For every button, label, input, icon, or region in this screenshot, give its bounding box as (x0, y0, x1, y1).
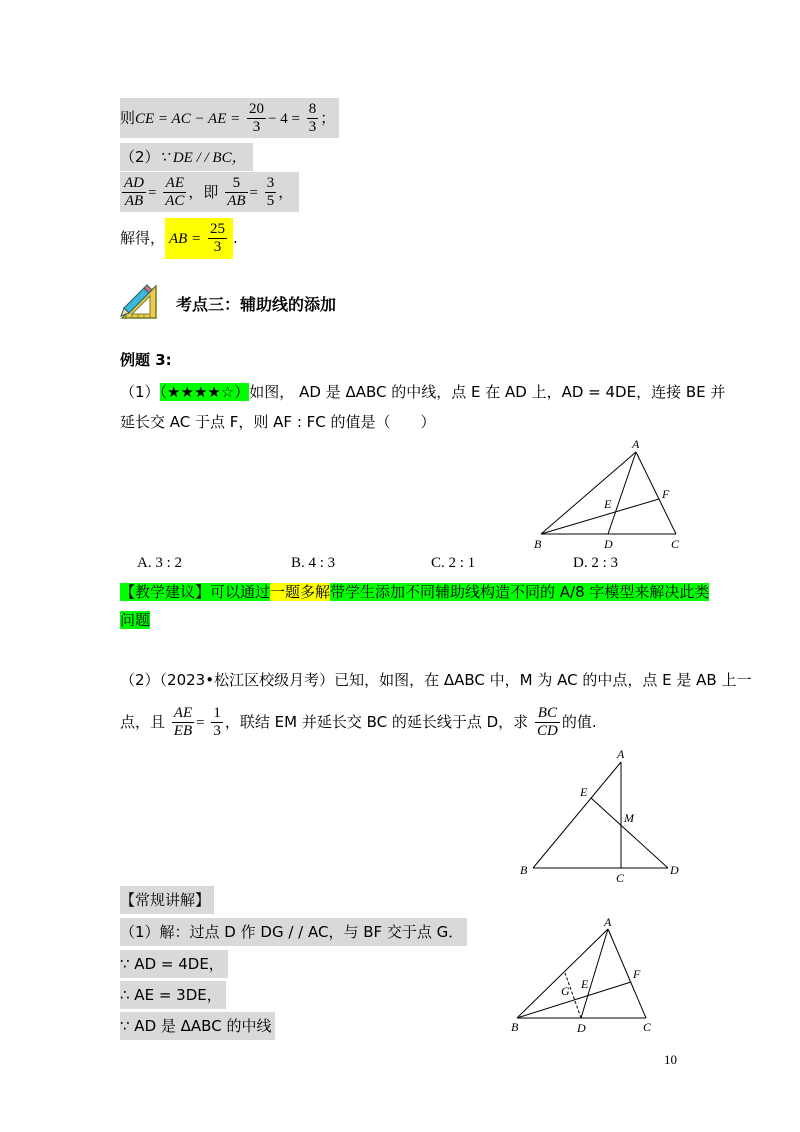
section-title: 考点三：辅助线的添加 (176, 295, 337, 314)
explanation-line-3: ∴ AE = 3DE， (120, 981, 226, 1009)
fraction: $\frac{8}{3}$ (308, 101, 317, 135)
question-text: 的值. (561, 713, 597, 731)
figure-2 (510, 744, 690, 884)
teaching-rest: 带学生添加不同辅助线构造不同的 A/8 字模型来解决此类 (330, 583, 710, 601)
explanation-line-1: （1）解：过点 D 作 DG / / AC，与 BF 交于点 G． (120, 918, 467, 946)
point-label-g: G (561, 984, 570, 998)
fraction: $\frac{5}{AB}$ (227, 175, 246, 209)
point-label-e: E (604, 497, 612, 511)
point-label-a: A (604, 915, 612, 929)
line4-prefix: 解得， (120, 229, 166, 247)
teaching-line-2: 问题 (120, 611, 151, 629)
point-label-b: B (511, 1020, 519, 1034)
point-label-a: A (617, 747, 625, 761)
line3-suffix: ， (278, 183, 294, 201)
equals-sign: = (196, 715, 205, 731)
fraction: $\frac{AE}{AC}$ (165, 175, 185, 209)
line1-prefix: 则 (120, 109, 136, 127)
fraction: $\frac{AE}{EB}$ (173, 705, 193, 739)
question-text: 点，且 (120, 713, 166, 731)
fraction: $\frac{BC}{CD}$ (536, 705, 558, 739)
question-text: ，联结 EM 并延长交 BC 的延长线于点 D，求 (224, 713, 529, 731)
point-label-b: B (520, 863, 528, 877)
page-number: 10 (664, 1052, 677, 1067)
teaching-suggestion-line-2 (120, 606, 150, 634)
point-label-c: C (616, 871, 625, 884)
point-label-e: E (581, 977, 589, 991)
point-label-b: B (534, 537, 542, 551)
explanation-line-2: ∵ AD = 4DE， (120, 950, 228, 978)
question-number: （1） (120, 383, 160, 401)
line4-suffix: . (233, 229, 238, 247)
question-1-line-2 (120, 408, 436, 436)
point-label-d: D (670, 863, 679, 877)
fraction: $\frac{1}{3}$ (213, 705, 221, 739)
question-text: AD 是 ΔABC 的中线，点 E 在 AD 上，AD = 4DE，连接 BE 并 (299, 383, 726, 401)
line2-expr: ∵ DE / / BC， (159, 150, 247, 166)
fraction: $\frac{AD}{AB}$ (124, 175, 144, 209)
teaching-highlight: 一题多解 (270, 583, 331, 601)
point-label-d: D (604, 537, 613, 551)
difficulty-stars: （★★★★☆） (159, 383, 250, 401)
equals-sign: = (148, 185, 157, 201)
solution-line-3 (120, 172, 299, 212)
option-c[interactable]: C. 2 : 1 (431, 555, 476, 571)
line1-expr: CE = AC − AE = (135, 111, 241, 127)
teaching-suggestion-line-1 (120, 578, 709, 606)
point-label-c: C (671, 537, 680, 551)
ruler-pencil-icon (118, 282, 160, 322)
explanation-line-4: ∵ AD 是 ΔABC 的中线 (120, 1012, 275, 1040)
point-label-m: M (624, 811, 634, 825)
question-2-line-1 (120, 666, 751, 694)
solution-line-1 (120, 98, 339, 138)
question-text: 如图， (249, 383, 295, 401)
option-d[interactable]: D. 2 : 3 (573, 555, 618, 571)
line1-mid: − 4 = (268, 111, 300, 127)
example-label: 例题 3: (120, 351, 172, 369)
line2-label: （2） (120, 148, 160, 166)
question-2-line-2 (120, 702, 597, 742)
solution-line-2 (120, 143, 253, 171)
solution-line-4 (120, 218, 238, 258)
answer-highlight (165, 218, 233, 259)
question-text: 延长交 AC 于点 F，则 AF : FC 的值是（ ） (120, 413, 436, 431)
question-text: （2）（2023•松江区校级月考）已知，如图，在 ΔABC 中，M 为 AC 的中点，点 E 是 AB 上一 (120, 671, 752, 689)
equals-sign: = (249, 185, 259, 201)
line1-suffix: ； (320, 109, 336, 127)
point-label-f: F (662, 487, 670, 501)
figure-1 (528, 436, 688, 556)
figure-3 (505, 915, 665, 1035)
point-label-f: F (633, 967, 641, 981)
answer-expr: AB = (169, 231, 202, 247)
point-label-c: C (643, 1020, 652, 1034)
teaching-prefix: 【教学建议】可以通过 (120, 583, 271, 601)
option-b[interactable]: B. 4 : 3 (291, 555, 336, 571)
fraction: $\frac{3}{5}$ (266, 175, 275, 209)
fraction: $\frac{20}{3}$ (249, 101, 265, 135)
option-a[interactable]: A. 3 : 2 (137, 555, 182, 571)
question-1-line-1 (120, 378, 725, 406)
point-label-e: E (580, 785, 588, 799)
point-label-d: D (577, 1021, 586, 1035)
line3-mid: ，即 (188, 183, 219, 201)
explanation-title: 【常规讲解】 (120, 886, 214, 914)
fraction: $\frac{25}{3}$ (210, 221, 225, 255)
point-label-a: A (632, 437, 640, 451)
